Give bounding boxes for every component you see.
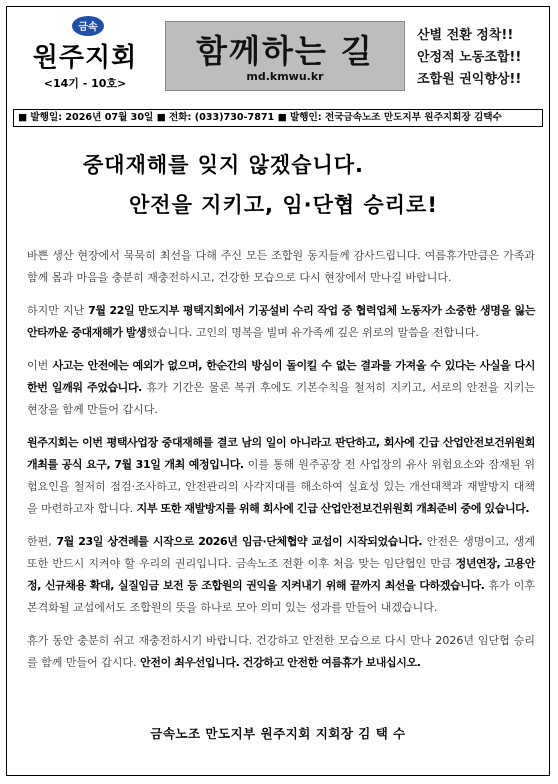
masthead xyxy=(7,7,549,105)
headline-block xyxy=(7,129,549,227)
paragraph-text: 한편, xyxy=(27,535,57,548)
slogan-list xyxy=(417,25,547,91)
logo-mark-text: 금속 xyxy=(78,22,98,33)
paragraph-text: 했습니다. 고인의 명복을 빌며 유가족께 깊은 위로의 말씀을 전합니다. xyxy=(146,326,479,339)
slogan-item: 조합원 권익향상!! xyxy=(417,72,522,87)
article-paragraph xyxy=(27,245,535,289)
paragraph-text: 이를 통해 원주공장 전 사업장의 유사 위험요소와 잠재된 위험요인을 철저히 점검·조사하고, 안전관리의 사각지대를 해소하여 실효성 있는 개선대책과 재발방지 대책을 마련하고자 합니다. xyxy=(27,458,536,515)
union-logo-icon xyxy=(71,15,105,37)
emphasis-text: 7월 22일 만도지부 평택지회에서 기공설비 수리 작업 중 협력업체 노동자가 소중한 생명을 잃는 안타까운 중대재해가 발생 xyxy=(27,304,536,339)
paragraph-text: 안전은 생명이고, 생계 또한 반드시 지켜야 할 우리의 권리입니다. 금속노조 전환 이후 처음 맞는 임단협인 만큼 xyxy=(27,535,535,570)
paragraph-text: 바쁜 생산 현장에서 묵묵히 최선을 다해 주신 모든 조합원 동지들께 감사드립니다. 여름휴가만큼은 가족과 함께 몸과 마음을 충분히 재충전하시고, 건강한 모습으로 다시 현장에서 만나길 바랍니다. xyxy=(27,249,535,284)
article-paragraph xyxy=(27,300,535,344)
emphasis-text: 안전이 최우선입니다. 건강하고 안전한 여름휴가 보내십시오. xyxy=(140,656,421,669)
article-paragraph xyxy=(27,432,535,520)
emphasis-text: 원주지회는 이번 평택사업장 중대재해를 결코 남의 일이 아니라고 판단하고, 회사에 긴급 산업안전보건위원회 개최를 공식 요구, 7월 31일 개최 예정입니다. xyxy=(27,436,535,471)
article-paragraph xyxy=(27,531,535,619)
emphasis-text: 정년연장, 고용안정, 신규채용 확대, 실질임금 보전 등 조합원의 권익을 지켜내기 위해 끝까지 최선을 다하겠습니다. xyxy=(27,557,535,592)
paragraph-text: 이번 xyxy=(27,359,53,372)
title-banner xyxy=(165,21,405,91)
website-url[interactable]: md.kmwu.kr xyxy=(246,70,324,83)
slogan-item: 안정적 노동조합!! xyxy=(417,50,522,65)
newsletter-title: 함께하는 길 xyxy=(196,32,374,70)
signature: 금속노조 만도지부 원주지회 지회장 김 택 수 xyxy=(150,726,406,741)
slogan-item: 산별 전환 정착!! xyxy=(417,28,514,43)
emphasis-text: 7월 23일 상견례를 시작으로 2026년 임금·단체협약 교섭이 시작되었습니다. xyxy=(56,535,423,548)
issue-number: <14기 - 10호> xyxy=(43,77,127,90)
publish-info-bar: ■ 발행일: 2026년 07월 30일 ■ 전화: (033)730-7871 ■ 발행인: 전국금속노조 만도지부 원주지회장 김택수 xyxy=(13,109,543,127)
article-body xyxy=(27,245,535,685)
article-paragraph xyxy=(27,630,535,674)
article-paragraph xyxy=(27,355,535,421)
emphasis-text: 사고는 안전에는 예외가 없으며, 한순간의 방심이 돌이킬 수 없는 결과를 가져올 수 있다는 사실을 다시 한번 일깨워 주었습니다. xyxy=(27,359,535,394)
paragraph-text: 하지만 지난 xyxy=(27,304,89,317)
paragraph-text: 휴가 기간은 물론 복귀 후에도 기본수칙을 철저히 지키고, 서로의 안전을 지키는 현장을 함께 만들어 갑시다. xyxy=(27,381,535,416)
org-name: 원주지회 xyxy=(32,43,138,73)
union-logo-block xyxy=(15,13,155,103)
paragraph-text: 휴가 동안 충분히 쉬고 재충전하시기 바랍니다. 건강하고 안전한 모습으로 다시 만나 2026년 임단협 승리를 함께 만들어 갑시다. xyxy=(27,634,535,669)
paragraph-text: 휴가 이후 본격화될 교섭에서도 조합원의 뜻을 하나로 모아 의미 있는 성과를 만들어 내겠습니다. xyxy=(27,579,535,614)
emphasis-text: 지부 또한 재발방지를 위해 회사에 긴급 산업안전보건위원회 개최준비 중에 있습니다. xyxy=(136,502,530,515)
newsletter-page xyxy=(6,6,550,776)
headline-line-1: 중대재해를 잊지 않겠습니다. xyxy=(83,153,365,177)
headline-line-2: 안전을 지키고, 임·단협 승리로! xyxy=(129,193,438,217)
